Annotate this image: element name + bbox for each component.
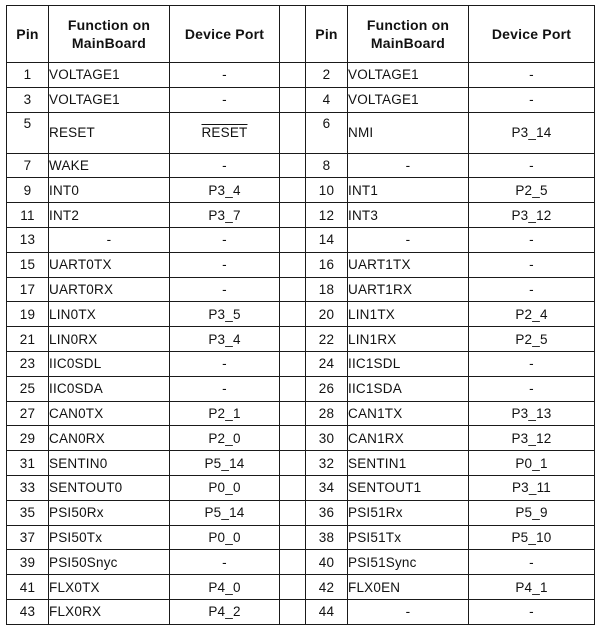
table-row [7,112,595,153]
pin-left-cell: 23 [7,351,49,376]
port-left-cell: P3_7 [170,203,280,228]
table-row [7,376,595,401]
header-pin-left: Pin [7,6,49,63]
table-row [7,178,595,203]
port-right-cell: P2_5 [469,178,595,203]
port-left-cell: P5_14 [170,451,280,476]
pin-right-cell: 36 [306,500,348,525]
port-right-cell: - [469,227,595,252]
pin-right-cell: 42 [306,575,348,600]
pin-left-cell: 37 [7,525,49,550]
function-right-cell: SENTIN1 [348,451,469,476]
table-row [7,575,595,600]
function-right-cell: INT1 [348,178,469,203]
pin-assignment-table [6,5,595,625]
pin-right-cell: 26 [306,376,348,401]
port-left-cell: P3_4 [170,327,280,352]
pin-right-cell: 4 [306,87,348,112]
pin-right-cell: 30 [306,426,348,451]
table-row [7,525,595,550]
pin-left-cell: 15 [7,252,49,277]
column-gap-cell [280,112,306,153]
pin-right-cell: 44 [306,599,348,624]
port-right-cell: - [469,277,595,302]
pin-right-cell: 10 [306,178,348,203]
port-left-cell: P0_0 [170,525,280,550]
pin-left-cell: 21 [7,327,49,352]
pin-left-cell: 1 [7,63,49,88]
port-left-cell: - [170,227,280,252]
function-right-cell: FLX0EN [348,575,469,600]
pin-right-cell: 16 [306,252,348,277]
table-row [7,203,595,228]
port-left-cell: P3_4 [170,178,280,203]
pin-right-cell: 2 [306,63,348,88]
table-row [7,327,595,352]
column-gap-cell [280,475,306,500]
column-gap-cell [280,252,306,277]
port-left-cell: P2_1 [170,401,280,426]
column-gap-cell [280,203,306,228]
pin-left-cell: 41 [7,575,49,600]
port-left-cell: P2_0 [170,426,280,451]
port-left-cell: P4_2 [170,599,280,624]
header-pin-right: Pin [306,6,348,63]
column-gap-cell [280,153,306,178]
table-row [7,227,595,252]
port-right-cell: P2_4 [469,302,595,327]
function-left-cell: WAKE [49,153,170,178]
function-left-cell: LIN0TX [49,302,170,327]
column-gap-cell [280,302,306,327]
table-header-row [7,6,595,63]
pin-table-container [6,5,595,625]
pin-right-cell: 40 [306,550,348,575]
function-right-cell: INT3 [348,203,469,228]
function-left-cell: PSI50Rx [49,500,170,525]
pin-left-cell: 19 [7,302,49,327]
pin-right-cell: 6 [306,112,348,153]
pin-left-cell: 7 [7,153,49,178]
function-right-cell: SENTOUT1 [348,475,469,500]
function-right-cell: - [348,153,469,178]
port-right-cell: P2_5 [469,327,595,352]
port-right-cell: - [469,599,595,624]
function-left-cell: FLX0RX [49,599,170,624]
header-function-right: Function on MainBoard [348,6,469,63]
function-left-cell: VOLTAGE1 [49,87,170,112]
function-right-cell: CAN1RX [348,426,469,451]
function-left-cell: PSI50Snyc [49,550,170,575]
table-row [7,302,595,327]
port-left-cell: P5_14 [170,500,280,525]
column-gap-cell [280,575,306,600]
port-right-cell: - [469,63,595,88]
table-row [7,351,595,376]
port-right-cell: P3_11 [469,475,595,500]
port-right-cell: P0_1 [469,451,595,476]
pin-right-cell: 22 [306,327,348,352]
table-row [7,252,595,277]
function-left-cell: CAN0RX [49,426,170,451]
function-right-cell: - [348,227,469,252]
column-gap-cell [280,550,306,575]
function-left-cell: INT0 [49,178,170,203]
port-left-cell [170,112,280,153]
port-left-cell: P4_0 [170,575,280,600]
pin-left-cell: 33 [7,475,49,500]
header-port-left: Device Port [170,6,280,63]
port-left-cell: P0_0 [170,475,280,500]
port-right-cell: P3_12 [469,203,595,228]
column-gap-cell [280,351,306,376]
function-right-cell: CAN1TX [348,401,469,426]
column-gap-cell [280,87,306,112]
port-left-cell: - [170,351,280,376]
pin-left-cell: 11 [7,203,49,228]
port-left-cell: - [170,277,280,302]
port-left-cell: P3_5 [170,302,280,327]
pin-right-cell: 28 [306,401,348,426]
function-right-cell: LIN1RX [348,327,469,352]
column-gap-cell [280,599,306,624]
table-row [7,401,595,426]
port-right-cell: - [469,153,595,178]
function-right-cell: PSI51Rx [348,500,469,525]
column-gap-cell [280,426,306,451]
column-gap-cell [280,451,306,476]
port-left-cell: - [170,376,280,401]
port-right-cell: - [469,351,595,376]
port-left-cell: - [170,63,280,88]
port-left-cell: - [170,87,280,112]
pin-left-cell: 39 [7,550,49,575]
table-row [7,550,595,575]
port-right-cell: - [469,550,595,575]
port-left-cell: - [170,153,280,178]
table-row [7,475,595,500]
port-left-cell: - [170,550,280,575]
function-right-cell: LIN1TX [348,302,469,327]
function-left-cell: IIC0SDA [49,376,170,401]
pin-right-cell: 38 [306,525,348,550]
pin-right-cell: 12 [306,203,348,228]
column-gap-cell [280,525,306,550]
column-gap-cell [280,327,306,352]
pin-left-cell: 9 [7,178,49,203]
function-right-cell: IIC1SDL [348,351,469,376]
table-row [7,500,595,525]
pin-left-cell: 43 [7,599,49,624]
function-left-cell: LIN0RX [49,327,170,352]
function-left-cell: FLX0TX [49,575,170,600]
function-left-cell: RESET [49,112,170,153]
pin-left-cell: 17 [7,277,49,302]
table-row [7,153,595,178]
table-row [7,87,595,112]
port-right-cell: P5_9 [469,500,595,525]
function-left-cell: SENTIN0 [49,451,170,476]
pin-left-cell: 35 [7,500,49,525]
header-port-right: Device Port [469,6,595,63]
port-right-cell: P3_12 [469,426,595,451]
pin-right-cell: 32 [306,451,348,476]
function-right-cell: UART1RX [348,277,469,302]
column-gap-cell [280,500,306,525]
port-right-cell: - [469,252,595,277]
function-right-cell: PSI51Tx [348,525,469,550]
pin-right-cell: 24 [306,351,348,376]
port-right-cell: P5_10 [469,525,595,550]
port-right-cell: - [469,87,595,112]
function-right-cell: VOLTAGE1 [348,87,469,112]
port-right-cell: P4_1 [469,575,595,600]
function-left-cell: SENTOUT0 [49,475,170,500]
table-row [7,599,595,624]
column-gap-cell [280,376,306,401]
pin-left-cell: 31 [7,451,49,476]
pin-right-cell: 18 [306,277,348,302]
column-gap-cell [280,277,306,302]
pin-left-cell: 5 [7,112,49,153]
column-gap [280,6,306,63]
function-left-cell: UART0TX [49,252,170,277]
function-right-cell: UART1TX [348,252,469,277]
table-row [7,451,595,476]
pin-right-cell: 8 [306,153,348,178]
pin-left-cell: 25 [7,376,49,401]
function-left-cell: CAN0TX [49,401,170,426]
function-right-cell: NMI [348,112,469,153]
port-right-cell: P3_14 [469,112,595,153]
pin-left-cell: 29 [7,426,49,451]
function-right-cell: IIC1SDA [348,376,469,401]
function-left-cell: PSI50Tx [49,525,170,550]
function-right-cell: - [348,599,469,624]
header-function-left: Function on MainBoard [49,6,170,63]
pin-left-cell: 3 [7,87,49,112]
table-row [7,63,595,88]
pin-left-cell: 13 [7,227,49,252]
function-left-cell: VOLTAGE1 [49,63,170,88]
column-gap-cell [280,63,306,88]
port-right-cell: - [469,376,595,401]
port-right-cell: P3_13 [469,401,595,426]
function-left-cell: INT2 [49,203,170,228]
column-gap-cell [280,227,306,252]
function-left-cell: IIC0SDL [49,351,170,376]
port-left-cell: - [170,252,280,277]
function-left-cell: - [49,227,170,252]
function-right-cell: PSI51Sync [348,550,469,575]
function-right-cell: VOLTAGE1 [348,63,469,88]
pin-right-cell: 20 [306,302,348,327]
column-gap-cell [280,178,306,203]
pin-left-cell: 27 [7,401,49,426]
reset-active-low-label: RESET [201,125,248,141]
function-left-cell: UART0RX [49,277,170,302]
table-row [7,277,595,302]
column-gap-cell [280,401,306,426]
table-row [7,426,595,451]
pin-right-cell: 14 [306,227,348,252]
pin-right-cell: 34 [306,475,348,500]
